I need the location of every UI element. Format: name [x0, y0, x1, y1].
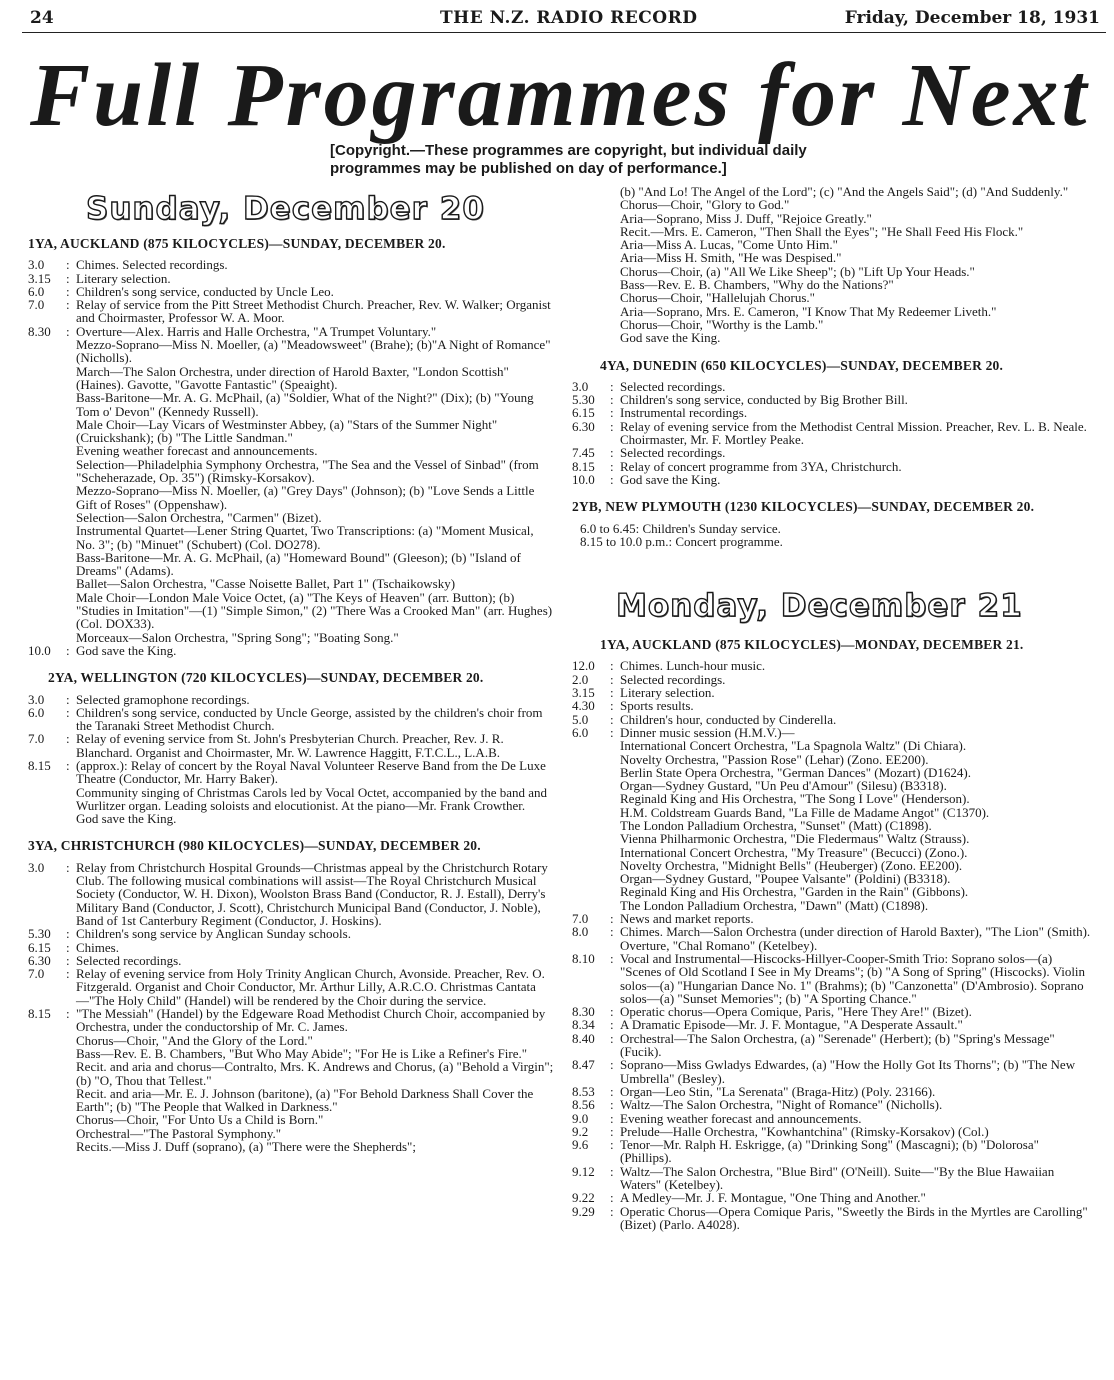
- entry-colon: :: [66, 270, 70, 286]
- entry-time: 3.15: [28, 270, 51, 286]
- entry-text: Children's song service, conducted by Big Brother Bill.: [620, 392, 908, 408]
- entry-colon: :: [66, 757, 70, 773]
- programme-entry: [572, 1125, 1092, 1138]
- entry-text: A Dramatic Episode—Mr. J. F. Montague, "A Desperate Assault.": [620, 1017, 963, 1033]
- station-heading-2yb: 2YB, NEW PLYMOUTH (1230 KILOCYCLES)—SUNDAY, DECEMBER 20.: [572, 499, 1035, 515]
- station-2yb: [572, 500, 1092, 548]
- programme-entry: [28, 631, 556, 644]
- entry-colon: :: [610, 671, 614, 687]
- station-4ya: [572, 359, 1092, 487]
- entry-text: Bass—Rev. E. B. Chambers, "But Who May Abide"; "For He is Like a Refiner's Fire.": [76, 1045, 528, 1061]
- continued-line: God save the King.: [620, 330, 721, 346]
- entry-text: Vienna Philharmonic Orchestra, "Die Fledermaus" Waltz (Strauss).: [620, 831, 970, 847]
- programme-entry: [572, 1018, 1092, 1031]
- entry-time: 5.0: [572, 711, 589, 727]
- entry-text: Selection—Philadelphia Symphony Orchestra, "The Sea and the Vessel of Sinbad" (from "Scheherazade, Op. 35") (Rimsky-Korsakov).: [76, 456, 539, 486]
- programme-entry: [28, 458, 556, 485]
- programme-entry: [572, 406, 1092, 419]
- programme-entry: [28, 591, 556, 631]
- programme-entry: [572, 872, 1092, 885]
- entry-colon: :: [610, 418, 614, 434]
- entry-text: God save the King.: [76, 642, 177, 658]
- programme-entry: [28, 1060, 556, 1087]
- programme-entry: [28, 1087, 556, 1114]
- entry-text: News and market reports.: [620, 911, 754, 927]
- entry-time: 8.53: [572, 1083, 595, 1099]
- entry-text: Sports results.: [620, 698, 694, 714]
- continued-line: Aria—Soprano, Miss J. Duff, "Rejoice Greatly.": [620, 210, 872, 226]
- programme-entry: [28, 693, 556, 706]
- entry-text: Mezzo-Soprano—Miss N. Moeller, (a) "Meadowsweet" (Brahe); (b)"A Night of Romance" (Nicholls).: [76, 337, 551, 366]
- entry-colon: :: [66, 926, 70, 942]
- entry-text: Novelty Orchestra, "Passion Rose" (Lehar) (Zono. EE200).: [620, 751, 929, 767]
- programme-entry: [28, 1140, 556, 1153]
- entry-text: The London Palladium Orchestra, "Sunset" (Matt) (C1898).: [620, 817, 932, 833]
- programme-entry: [572, 1191, 1092, 1204]
- entry-text: Relay from Christchurch Hospital Grounds—Christmas appeal by the Christchurch Rotary Club. The following musical combinations will assist—The Royal Christchurch Musical Society (Conductor, W. H. Dixon), Woolston Brass Band (Conductor, R. J. Estall), Derry's Military Band (Conductor, J. Scott), Christchurch Municipal Band (Conductor, J. Noble), Band of 1st Canterbury Regiment (Conductor, J. Hoskins).: [76, 859, 548, 928]
- page-number: 24: [30, 8, 54, 28]
- programme-entry: [572, 1165, 1092, 1192]
- entry-text: Community singing of Christmas Carols led by Vocal Octet, accompanied by the band and Wurlitzer organ. Leading soloists and elocutionist. At the piano—Mr. Frank Crowther.: [76, 784, 548, 813]
- programme-entry: [28, 861, 556, 927]
- entry-text: Selected recordings.: [76, 952, 182, 968]
- station-heading-monday-1ya: 1YA, AUCKLAND (875 KILOCYCLES)—MONDAY, DECEMBER 21.: [600, 637, 1024, 653]
- entry-colon: :: [610, 392, 614, 408]
- programme-entry: [28, 786, 556, 813]
- programme-entry: [28, 577, 556, 590]
- entry-text: God save the King.: [620, 471, 721, 487]
- programme-entry: [28, 511, 556, 524]
- programme-entry: [572, 1205, 1092, 1232]
- entry-time: 8.40: [572, 1030, 595, 1046]
- programme-entry: [572, 393, 1092, 406]
- entry-text: Relay of evening service from the Methodist Central Mission. Preacher, Rev. L. B. Neale. Choirmaster, Mr. F. Mortley Peake.: [620, 418, 1087, 448]
- entry-time: 9.2: [572, 1123, 589, 1139]
- programme-entry: [572, 713, 1092, 726]
- entry-time: 8.0: [572, 924, 589, 940]
- entry-text: Organ—Sydney Gustard, "Poupee Valsante" (Poldini) (B3318).: [620, 871, 951, 887]
- continued-line: Chorus—Choir, (a) "All We Like Sheep"; (b) "Lift Up Your Heads.": [620, 263, 975, 279]
- entry-text: Novelty Orchestra, "Midnight Bells" (Heuberger) (Zono. EE200).: [620, 857, 963, 873]
- programme-entry: [572, 1138, 1092, 1165]
- entry-text: Selected recordings.: [620, 445, 726, 461]
- programme-entry: [28, 927, 556, 940]
- header-rule: [22, 32, 1106, 33]
- entry-text: Berlin State Opera Orchestra, "German Dances" (Mozart) (D1624).: [620, 764, 972, 780]
- entry-time: 9.0: [572, 1110, 589, 1126]
- entry-text: Children's song service, conducted by Uncle Leo.: [76, 283, 334, 299]
- entry-text: "The Messiah" (Handel) by the Edgeware Road Methodist Church Choir, accompanied by Orchestra, under the conductorship of Mr. C. James.: [76, 1006, 546, 1035]
- station-heading-1ya: 1YA, AUCKLAND (875 KILOCYCLES)—SUNDAY, DECEMBER 20.: [28, 236, 446, 251]
- entry-text: Recit. and aria and chorus—Contralto, Mrs. K. Andrews and Chorus, (a) "Behold a Virgin"; (b) "O, Thou that Tellest.": [76, 1059, 554, 1088]
- programme-entry: [28, 967, 556, 1007]
- programme-entry: [28, 812, 556, 825]
- continued-line: Recit.—Mrs. E. Cameron, "Then Shall the Eyes"; "He Shall Feed His Flock.": [620, 223, 1024, 239]
- entry-colon: :: [610, 685, 614, 701]
- entry-time: 3.0: [28, 257, 45, 273]
- programme-entry: [572, 912, 1092, 925]
- entry-colon: :: [610, 1004, 614, 1020]
- entry-text: Waltz—The Salon Orchestra, "Night of Romance" (Nicholls).: [620, 1097, 943, 1113]
- programme-entry: [28, 551, 556, 578]
- programme-entry: [572, 699, 1092, 712]
- programme-entry: [572, 846, 1092, 859]
- programme-entry: [28, 298, 556, 325]
- programme-entry: [572, 1032, 1092, 1059]
- entry-colon: :: [610, 1057, 614, 1073]
- entry-colon: :: [610, 724, 614, 740]
- programme-entry: [572, 1058, 1092, 1085]
- entry-time: 2.0: [572, 671, 589, 687]
- entry-colon: :: [610, 698, 614, 714]
- programme-entry: [572, 460, 1092, 473]
- entry-time: 8.10: [572, 950, 595, 966]
- entry-text: Chimes. Selected recordings.: [76, 257, 228, 273]
- programme-entry: [28, 732, 556, 759]
- continued-line: Aria—Soprano, Mrs. E. Cameron, "I Know That My Redeemer Liveth.": [620, 303, 997, 319]
- entry-text: Recit. and aria—Mr. E. J. Johnson (baritone), (a) "For Behold Darkness Shall Cover the Earth"; (b) "The People that Walked in Darkness.": [76, 1085, 534, 1115]
- entry-text: Dinner music session (H.M.V.)—: [620, 724, 795, 740]
- entry-text: Organ—Sydney Gustard, "Un Peu d'Amour" (Silesu) (B3318).: [620, 778, 947, 794]
- entry-colon: :: [610, 1110, 614, 1126]
- entry-text: Mezzo-Soprano—Miss N. Moeller, (a) "Grey Days" (Johnson); (b) "Love Sends a Little Gift of Roses" (Oppenshaw).: [76, 483, 535, 512]
- entry-time: 3.15: [572, 685, 595, 701]
- sunday-heading: Sunday, December 20: [86, 191, 485, 227]
- entry-time: 7.0: [28, 966, 45, 982]
- issue-date: Friday, December 18, 1931: [844, 8, 1100, 28]
- entry-time: 5.30: [572, 392, 595, 408]
- entry-text: Orchestral—The Salon Orchestra, (a) "Serenade" (Herbert); (b) "Spring's Message" (Fucik).: [620, 1030, 1055, 1060]
- entry-colon: :: [610, 458, 614, 474]
- entry-time: 8.15: [572, 458, 595, 474]
- entry-text: Chorus—Choir, "And the Glory of the Lord.": [76, 1032, 313, 1048]
- entry-colon: :: [610, 1017, 614, 1033]
- copyright-notice: [Copyright.—These programmes are copyright, but individual daily programmes may be published on day of performance.]: [330, 142, 807, 177]
- entry-text: Operatic chorus—Opera Comique, Paris, "Here They Are!" (Bizet).: [620, 1004, 972, 1020]
- entry-colon: :: [610, 711, 614, 727]
- entry-time: 9.22: [572, 1190, 595, 1206]
- entry-text: Reginald King and His Orchestra, "Garden in the Rain" (Gibbons).: [620, 884, 969, 900]
- entry-text: Selection—Salon Orchestra, "Carmen" (Bizet).: [76, 509, 322, 525]
- entry-time: 6.0: [28, 704, 45, 720]
- entry-colon: :: [66, 323, 70, 339]
- programme-entry: [572, 859, 1092, 872]
- programme-entry: [572, 792, 1092, 805]
- entry-text: Chorus—Choir, "For Unto Us a Child is Born.": [76, 1112, 324, 1128]
- entry-colon: :: [66, 859, 70, 875]
- entry-text: Children's hour, conducted by Cinderella.: [620, 711, 837, 727]
- publication-title: THE N.Z. RADIO RECORD: [440, 8, 698, 28]
- entry-time: 9.6: [572, 1137, 589, 1153]
- programme-entry: [572, 380, 1092, 393]
- entry-time: 7.0: [28, 297, 45, 313]
- entry-text: Operatic Chorus—Opera Comique Paris, "Sweetly the Birds in the Myrtles are Carolling" (Bizet) (Parlo. A4028).: [620, 1203, 1088, 1232]
- page-title: Full Programmes for Next: [30, 46, 1090, 145]
- entry-colon: :: [66, 691, 70, 707]
- entry-text: Reginald King and His Orchestra, "The Song I Love" (Henderson).: [620, 791, 970, 807]
- programme-entry: [28, 1127, 556, 1140]
- entry-text: Instrumental recordings.: [620, 405, 748, 421]
- entry-text: Literary selection.: [620, 685, 715, 701]
- programme-entry: [28, 418, 556, 445]
- entry-time: 8.15: [28, 757, 51, 773]
- entry-text: Relay of evening service from Holy Trinity Anglican Church, Avonside. Preacher, Rev. O. Fitzgerald. Organist and Choir Conductor, Mr. Arthur Lilly, A.R.C.O. Christmas Cantata—"The Holy Child" (Handel) will be rendered by the Choir during the service.: [76, 966, 545, 1008]
- entry-text: Relay of evening service from St. John's Presbyterian Church. Preacher, Rev. J. R. Blanchard. Organist and Choirmaster, Mr. W. Lawrence Haggitt, F.T.C.L., L.A.B.: [76, 731, 504, 760]
- programme-entry: [572, 779, 1092, 792]
- entry-time: 8.30: [28, 323, 51, 339]
- programme-entry: [28, 484, 556, 511]
- entry-text: Selected recordings.: [620, 378, 726, 394]
- programme-entry: [28, 258, 556, 271]
- programme-entry: [28, 644, 556, 657]
- entry-colon: :: [610, 658, 614, 674]
- continued-line: Chorus—Choir, "Glory to God.": [620, 197, 790, 213]
- entry-time: 6.0: [28, 283, 45, 299]
- continued-line: Aria—Miss H. Smith, "He was Despised.": [620, 250, 842, 266]
- entry-colon: :: [66, 642, 70, 658]
- entry-time: 5.30: [28, 926, 51, 942]
- programme-entry: [572, 832, 1092, 845]
- entry-colon: :: [66, 952, 70, 968]
- continued-line: (b) "And Lo! The Angel of the Lord"; (c) "And the Angels Said"; (d) "And Suddenly.": [620, 184, 1069, 199]
- station-heading-4ya: 4YA, DUNEDIN (650 KILOCYCLES)—SUNDAY, DECEMBER 20.: [600, 357, 1004, 373]
- entry-text: Vocal and Instrumental—Hiscocks-Hillyer-Cooper-Smith Trio: Soprano solos—(a) "Scenes of Old Scotland I See in My Dreams"; (b) "A Song of Spring" (Hiscocks). Violin solos—(a) "Hungarian Dance No. 1" (Brahms); (b) "Canzonetta" (D'Ambrosio). Soprano solos—(a) "Sunset Memories"; (b) "A Sporting Chance.": [620, 950, 1086, 1006]
- programme-entry: [572, 473, 1092, 486]
- monday-stations: [572, 638, 1092, 1231]
- continued-line: Bass—Rev. E. B. Chambers, "Why do the Nations?": [620, 277, 894, 293]
- entry-colon: :: [66, 297, 70, 313]
- station-heading-2ya: 2YA, WELLINGTON (720 KILOCYCLES)—SUNDAY, DECEMBER 20.: [48, 670, 484, 686]
- programme-entry: [28, 1047, 556, 1060]
- station-heading-3ya: 3YA, CHRISTCHURCH (980 KILOCYCLES)—SUNDAY, DECEMBER 20.: [28, 838, 481, 854]
- programme-entry: [28, 1034, 556, 1047]
- entry-colon: :: [610, 950, 614, 966]
- messiah-continued: [572, 185, 1092, 345]
- entry-colon: :: [610, 1030, 614, 1046]
- entry-time: 10.0: [572, 471, 595, 487]
- entry-text: Relay of concert programme from 3YA, Christchurch.: [620, 458, 902, 474]
- programme-entry: [28, 325, 556, 338]
- entry-time: 7.0: [28, 731, 45, 747]
- programme-entry: [28, 338, 556, 365]
- programme-entry: [572, 1005, 1092, 1018]
- entry-text: Recits.—Miss J. Duff (soprano), (a) "There were the Shepherds";: [76, 1139, 416, 1154]
- programme-entry: [572, 952, 1092, 1005]
- entry-time: 8.30: [572, 1004, 595, 1020]
- entry-text: Soprano—Miss Gwladys Edwardes, (a) "How the Holly Got Its Thorns"; (b) "The New Umbrella" (Besley).: [620, 1057, 1076, 1086]
- programme-entry: [28, 285, 556, 298]
- programme-entry: [572, 446, 1092, 459]
- programme-entry: [572, 1098, 1092, 1111]
- programme-entry: [572, 659, 1092, 672]
- entry-time: 3.0: [28, 859, 45, 875]
- programme-entry: [572, 739, 1092, 752]
- programme-entry: [28, 365, 556, 392]
- entry-colon: :: [66, 1006, 70, 1022]
- programme-entry: [572, 885, 1092, 898]
- entry-text: Selected recordings.: [620, 671, 726, 687]
- entry-time: 6.30: [28, 952, 51, 968]
- entry-text: H.M. Coldstream Guards Band, "La Fille de Madame Angot" (C1370).: [620, 804, 990, 820]
- programme-entry: [572, 1085, 1092, 1098]
- entry-text: Orchestral—"The Pastoral Symphony.": [76, 1125, 282, 1141]
- entry-time: 8.47: [572, 1057, 595, 1073]
- programme-entry: [572, 753, 1092, 766]
- entry-time: 12.0: [572, 658, 595, 674]
- entry-time: 4.30: [572, 698, 595, 714]
- monday-heading: Monday, December 21: [616, 588, 1023, 625]
- entry-time: 6.15: [572, 405, 595, 421]
- entry-text: Instrumental Quartet—Lener String Quartet, Two Transcriptions: (a) "Moment Musical, No. 3"; (b) "Minuet" (Schubert) (Col. DO278).: [76, 523, 534, 552]
- sunday-stations: [28, 237, 556, 1153]
- entry-colon: :: [66, 731, 70, 747]
- programme-entry: [572, 1112, 1092, 1125]
- entry-colon: :: [610, 1083, 614, 1099]
- entry-time: 10.0: [28, 642, 51, 658]
- programme-entry: [28, 444, 556, 457]
- page-header: [0, 4, 1114, 30]
- programme-entry: [572, 686, 1092, 699]
- programme-entry: [28, 706, 556, 733]
- entry-time: 8.15: [28, 1006, 51, 1022]
- entry-text: Male Choir—London Male Voice Octet, (a) "The Keys of Heaven" (arr. Button); (b) "Studies in Imitation"—(1) "Simple Simon," (2) "There Was a Crooked Man" (arr. Hughes) (Col. DOX33).: [76, 589, 553, 632]
- programme-entry: [572, 899, 1092, 912]
- programme-entry: [572, 819, 1092, 832]
- entry-text: Children's song service, conducted by Uncle George, assisted by the children's choir from the Taranaki Street Methodist Church.: [76, 704, 543, 734]
- entry-text: Bass-Baritone—Mr. A. G. McPhail, (a) "Homeward Bound" (Gleeson); (b) "Island of Dreams" (Adams).: [76, 549, 521, 579]
- entry-colon: :: [66, 257, 70, 273]
- entry-text: The London Palladium Orchestra, "Dawn" (Matt) (C1898).: [620, 897, 929, 913]
- entry-text: Ballet—Salon Orchestra, "Casse Noisette Ballet, Part 1" (Tschaikowsky): [76, 576, 456, 592]
- entry-text: International Concert Orchestra, "My Treasure" (Becucci) (Zono.).: [620, 844, 968, 860]
- programme-entry: [28, 1007, 556, 1034]
- entry-text: Children's song service by Anglican Sunday schools.: [76, 926, 351, 942]
- left-column: [28, 185, 556, 1153]
- entry-colon: :: [610, 911, 614, 927]
- entry-text: A Medley—Mr. J. F. Montague, "One Thing and Another.": [620, 1190, 926, 1206]
- entry-time: 7.45: [572, 445, 595, 461]
- entry-colon: :: [66, 283, 70, 299]
- entry-text: Evening weather forecast and announcements.: [620, 1110, 862, 1126]
- entry-text: Selected gramophone recordings.: [76, 691, 250, 707]
- programme-entry: [572, 766, 1092, 779]
- entry-time: 3.0: [28, 691, 45, 707]
- entry-text: Chimes.: [76, 939, 119, 955]
- entry-colon: :: [610, 378, 614, 394]
- entry-colon: :: [610, 471, 614, 487]
- entry-text: Bass-Baritone—Mr. A. G. McPhail, (a) "Soldier, What of the Night?" (Dix); (b) "Young Tom o' Devon" (Kennedy Russell).: [76, 390, 534, 419]
- entry-text: International Concert Orchestra, "La Spagnola Waltz" (Di Chiara).: [620, 738, 967, 754]
- entry-colon: :: [610, 445, 614, 461]
- entry-text: Evening weather forecast and announcements.: [76, 443, 318, 459]
- entry-text: (approx.): Relay of concert by the Royal Naval Volunteer Reserve Band from the De Luxe Theatre (Conductor, Mr. Harry Baker).: [76, 757, 546, 787]
- programme-entry: [572, 925, 1092, 952]
- right-column: [572, 185, 1092, 1231]
- entry-colon: :: [610, 1203, 614, 1219]
- entry-text: Overture—Alex. Harris and Halle Orchestra, "A Trumpet Voluntary.": [76, 323, 437, 339]
- entry-text: Morceaux—Salon Orchestra, "Spring Song"; "Boating Song.": [76, 629, 399, 645]
- entry-time: 9.29: [572, 1203, 595, 1219]
- entry-time: 3.0: [572, 378, 589, 394]
- entry-text: Prelude—Halle Orchestra, "Kowhantchina" (Rimsky-Korsakov) (Col.): [620, 1123, 989, 1139]
- programme-entry: [28, 954, 556, 967]
- entry-time: 7.0: [572, 911, 589, 927]
- entry-text: Male Choir—Lay Vicars of Westminster Abbey, (a) "Stars of the Summer Night" (Cruickshank); (b) "The Little Sandman.": [76, 416, 498, 446]
- continued-line: Aria—Miss A. Lucas, "Come Unto Him.": [620, 237, 838, 253]
- programme-entry: [572, 420, 1092, 447]
- entry-colon: :: [610, 1123, 614, 1139]
- entry-colon: :: [610, 1097, 614, 1113]
- entry-time: 9.12: [572, 1163, 595, 1179]
- programme-entry: [572, 726, 1092, 739]
- entry-time: 8.56: [572, 1097, 595, 1113]
- entry-colon: :: [610, 924, 614, 940]
- entry-text: Literary selection.: [76, 270, 171, 286]
- entry-time: 6.30: [572, 418, 595, 434]
- entry-colon: :: [610, 405, 614, 421]
- programme-line: 8.15 to 10.0 p.m.: Concert programme.: [580, 533, 783, 549]
- entry-text: March—The Salon Orchestra, under direction of Harold Baxter, "London Scottish" (Haines). Gavotte, "Gavotte Fantastic" (Speaight).: [76, 363, 509, 392]
- entry-text: Organ—Leo Stin, "La Serenata" (Braga-Hitz) (Poly. 23166).: [620, 1083, 936, 1099]
- entry-time: 6.15: [28, 939, 51, 955]
- entry-text: Tenor—Mr. Ralph H. Eskrigge, (a) "Drinking Song" (Mascagni); (b) "Dolorosa" (Phillips).: [620, 1137, 1039, 1166]
- entry-colon: :: [66, 939, 70, 955]
- entry-text: Chimes. March—Salon Orchestra (under direction of Harold Baxter), "The Lion" (Smith). Overture, "Chal Romano" (Ketelbey).: [620, 924, 1091, 953]
- programme-entry: [28, 524, 556, 551]
- entry-time: 6.0: [572, 724, 589, 740]
- entry-colon: :: [610, 1190, 614, 1206]
- programme-line: 6.0 to 6.45: Children's Sunday service.: [580, 520, 781, 536]
- continued-line: Chorus—Choir, "Worthy is the Lamb.": [620, 316, 824, 332]
- programme-entry: [572, 806, 1092, 819]
- entry-text: Waltz—The Salon Orchestra, "Blue Bird" (O'Neill). Suite—"By the Blue Hawaiian Waters" (Ketelbey).: [620, 1163, 1055, 1192]
- programme-entry: [28, 1113, 556, 1126]
- entry-colon: :: [66, 704, 70, 720]
- programme-entry: [28, 941, 556, 954]
- programme-entry: [28, 272, 556, 285]
- entry-text: God save the King.: [76, 811, 177, 827]
- entry-time: 8.34: [572, 1017, 595, 1033]
- programme-entry: [28, 759, 556, 786]
- entry-colon: :: [66, 966, 70, 982]
- entry-text: Relay of service from the Pitt Street Methodist Church. Preacher, Rev. W. Walker; Organist and Choirmaster, Professor W. A. Moor.: [76, 297, 551, 326]
- continued-line: Chorus—Choir, "Hallelujah Chorus.": [620, 290, 815, 306]
- programme-entry: [28, 391, 556, 418]
- programme-entry: [572, 673, 1092, 686]
- entry-colon: :: [610, 1163, 614, 1179]
- entry-colon: :: [610, 1137, 614, 1153]
- entry-text: Chimes. Lunch-hour music.: [620, 658, 766, 674]
